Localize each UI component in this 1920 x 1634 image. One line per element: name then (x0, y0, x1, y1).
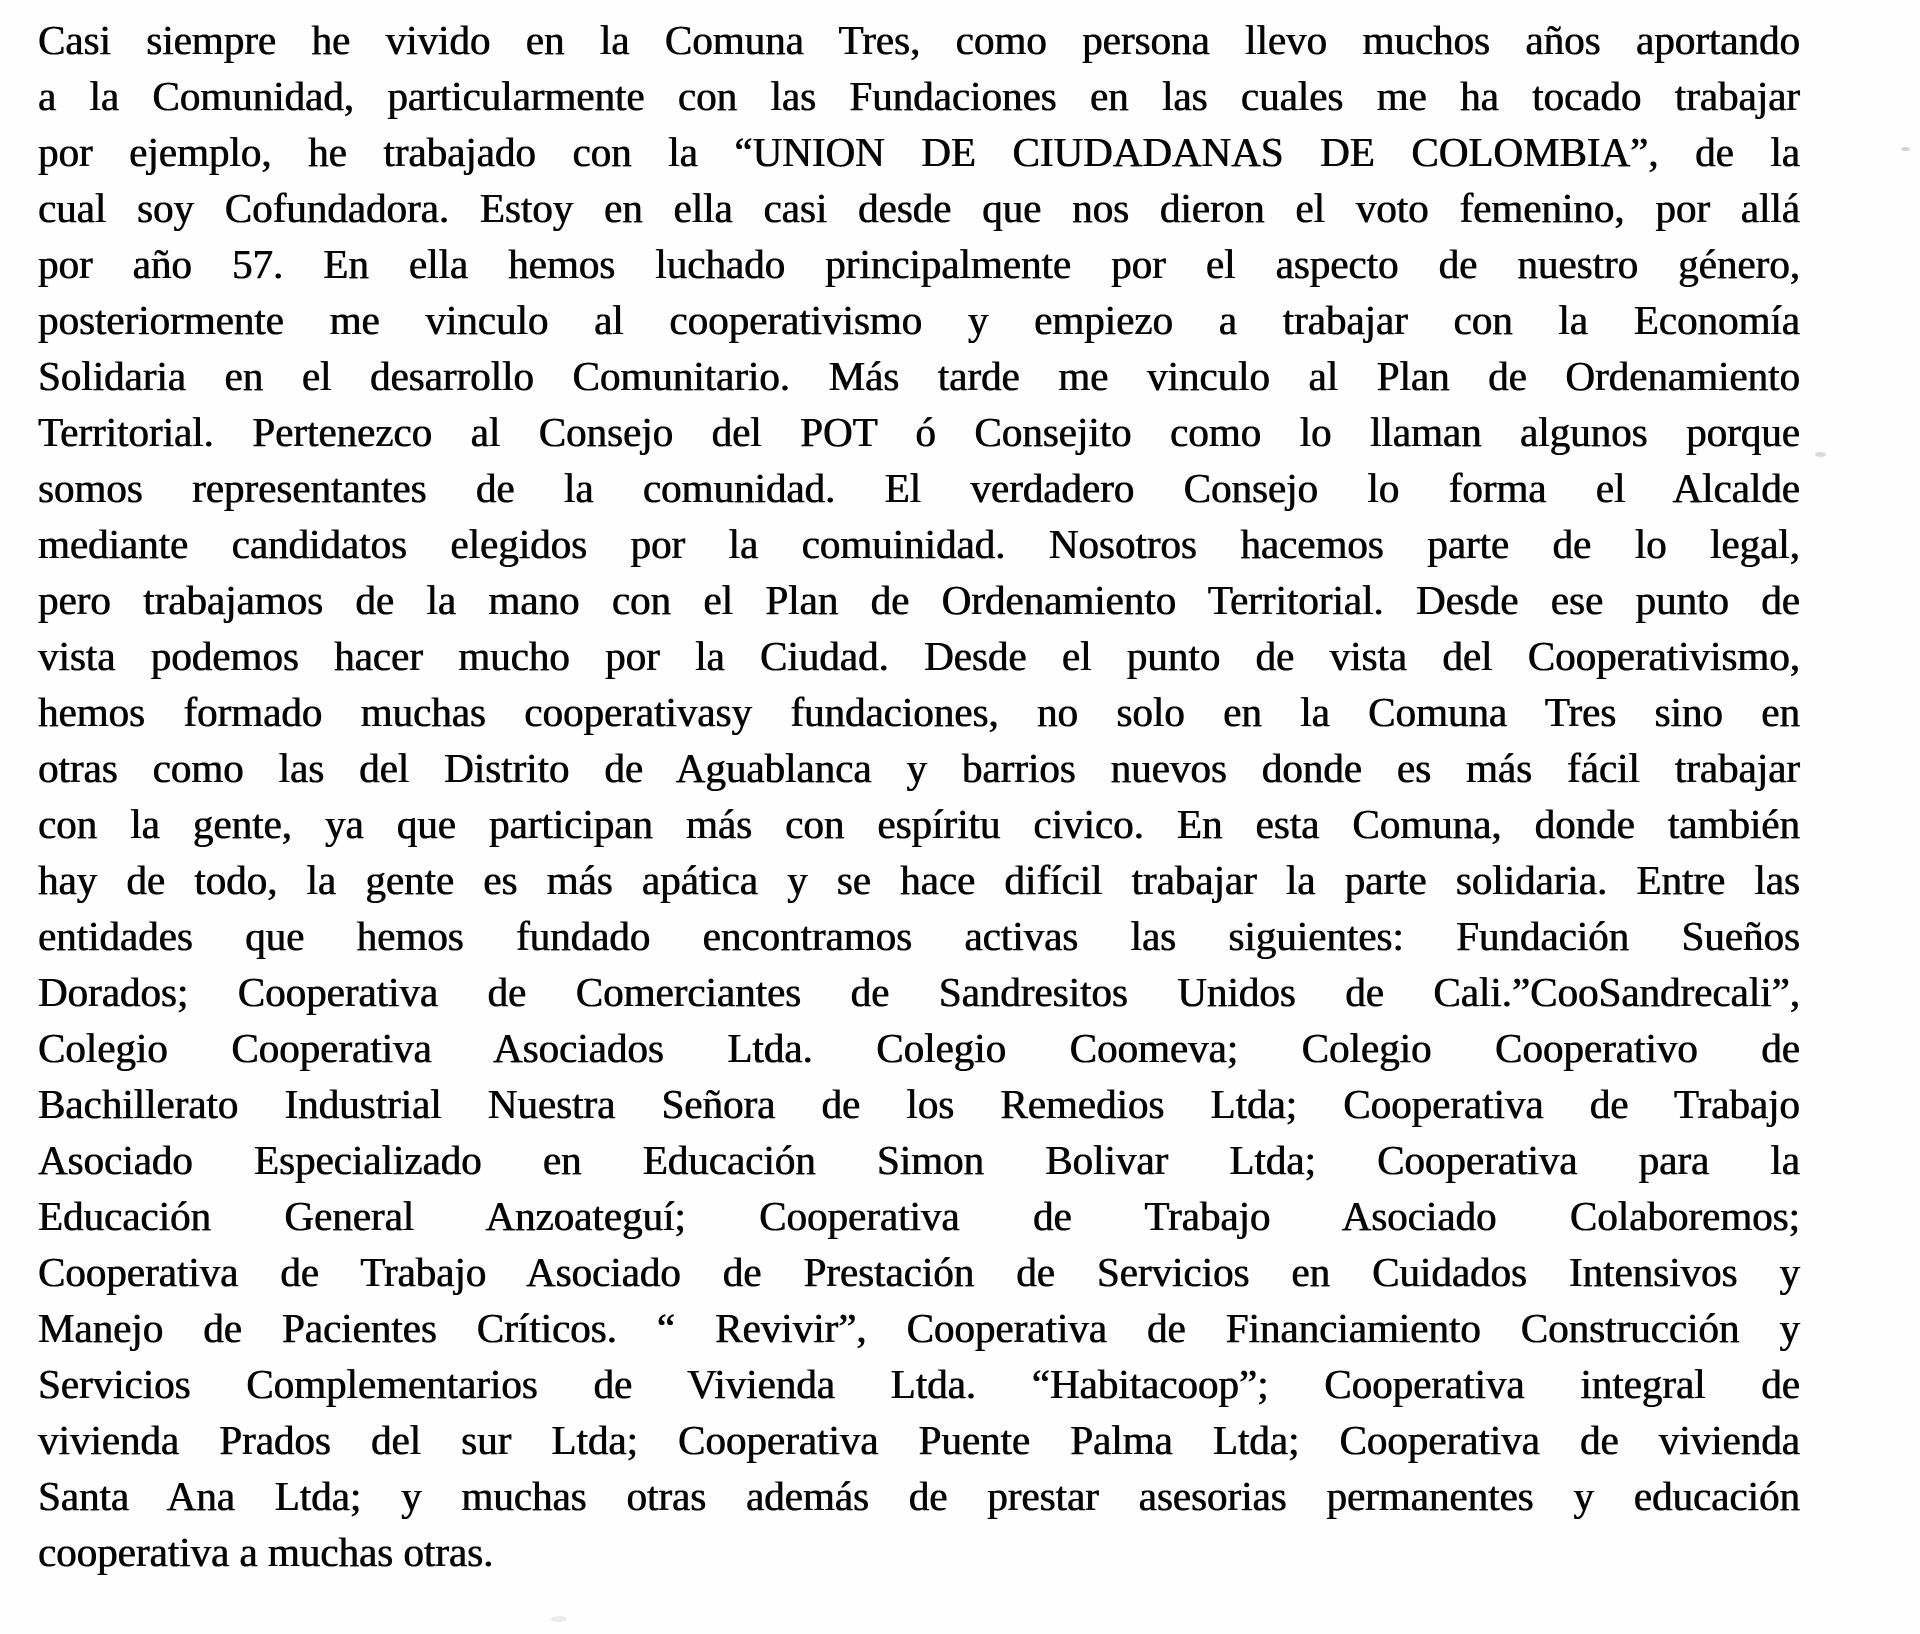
text-line: Casi siempre he vivido en la Comuna Tres, como persona llevo muchos años aportando (38, 17, 1800, 63)
text-line: mediante candidatos elegidos por la comuinidad. Nosotros hacemos parte de lo legal, (38, 521, 1800, 567)
text-line: con la gente, ya que participan más con espíritu civico. En esta Comuna, donde también (38, 801, 1800, 847)
text-line: Educación General Anzoateguí; Cooperativa de Trabajo Asociado Colaboremos; (38, 1193, 1800, 1239)
text-line: Cooperativa de Trabajo Asociado de Prestación de Servicios en Cuidados Intensivos y (38, 1249, 1800, 1295)
text-line: hemos formado muchas cooperativasy fundaciones, no solo en la Comuna Tres sino en (38, 689, 1800, 735)
text-line: Solidaria en el desarrollo Comunitario. Más tarde me vinculo al Plan de Ordenamiento (38, 353, 1800, 399)
text-line: Santa Ana Ltda; y muchas otras además de prestar asesorias permanentes y educación (38, 1473, 1800, 1519)
text-line: Territorial. Pertenezco al Consejo del POT ó Consejito como lo llaman algunos porque (38, 409, 1800, 455)
scan-speck (1815, 452, 1826, 457)
text-line: a la Comunidad, particularmente con las Fundaciones en las cuales me ha tocado trabajar (38, 73, 1800, 119)
text-line: Asociado Especializado en Educación Simon Bolivar Ltda; Cooperativa para la (38, 1137, 1800, 1183)
text-line: pero trabajamos de la mano con el Plan de Ordenamiento Territorial. Desde ese punto de (38, 577, 1800, 623)
text-line: vivienda Prados del sur Ltda; Cooperativa Puente Palma Ltda; Cooperativa de vivienda (38, 1417, 1800, 1463)
text-line: otras como las del Distrito de Aguablanca y barrios nuevos donde es más fácil trabajar (38, 745, 1800, 791)
text-line: por año 57. En ella hemos luchado principalmente por el aspecto de nuestro género, (38, 241, 1800, 287)
text-line: Dorados; Cooperativa de Comerciantes de Sandresitos Unidos de Cali.”CooSandrecali”, (38, 969, 1800, 1015)
scan-speck (551, 1616, 567, 1622)
text-line: Manejo de Pacientes Críticos. “ Revivir”, Cooperativa de Financiamiento Construcción y (38, 1305, 1800, 1351)
text-line: Bachillerato Industrial Nuestra Señora de los Remedios Ltda; Cooperativa de Trabajo (38, 1081, 1800, 1127)
text-line: entidades que hemos fundado encontramos activas las siguientes: Fundación Sueños (38, 913, 1800, 959)
text-line: cual soy Cofundadora. Estoy en ella casi desde que nos dieron el voto femenino, por allá (38, 185, 1800, 231)
paragraph (38, 12, 1800, 1580)
text-line: vista podemos hacer mucho por la Ciudad. Desde el punto de vista del Cooperativismo, (38, 633, 1800, 679)
text-line: somos representantes de la comunidad. El verdadero Consejo lo forma el Alcalde (38, 465, 1800, 511)
text-line: cooperativa a muchas otras. (38, 1529, 494, 1575)
text-line: Servicios Complementarios de Vivienda Ltda. “Habitacoop”; Cooperativa integral de (38, 1361, 1800, 1407)
text-line: hay de todo, la gente es más apática y se hace difícil trabajar la parte solidaria. Entre las (38, 857, 1800, 903)
text-line: por ejemplo, he trabajado con la “UNION DE CIUDADANAS DE COLOMBIA”, de la (38, 129, 1800, 175)
text-line: posteriormente me vinculo al cooperativismo y empiezo a trabajar con la Economía (38, 297, 1800, 343)
text-line: Colegio Cooperativa Asociados Ltda. Colegio Coomeva; Colegio Cooperativo de (38, 1025, 1800, 1071)
scan-speck (1901, 147, 1910, 151)
